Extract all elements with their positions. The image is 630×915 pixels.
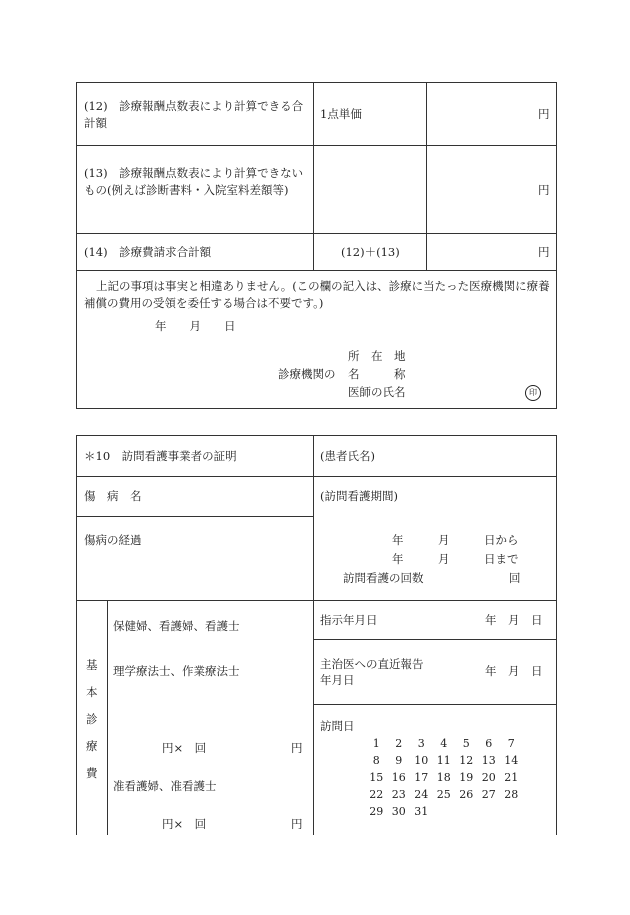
calendar-day: 20 <box>481 771 496 784</box>
calendar-day: 1 <box>372 737 380 750</box>
row13-label: (13) 診療報酬点数表により計算できないもの(例えば診断書料・入院室料差額等) <box>84 166 304 197</box>
calendar-day: 4 <box>440 737 448 750</box>
divider <box>313 82 314 270</box>
patient-name-label: (患者氏名) <box>320 449 375 463</box>
fee-yen-2: 円 <box>291 817 303 831</box>
divider <box>76 145 557 146</box>
calendar-day: 21 <box>504 771 519 784</box>
calendar-day: 11 <box>436 754 451 767</box>
seal-icon: 印 <box>525 385 541 401</box>
fee-line-1: 円× 回 <box>162 741 207 755</box>
row14-formula: (12)＋(13) <box>341 245 400 259</box>
calendar-day: 8 <box>372 754 380 767</box>
calendar-row <box>365 786 523 803</box>
calendar-day: 24 <box>414 788 429 801</box>
calendar-day: 3 <box>417 737 425 750</box>
calendar-day: 6 <box>485 737 493 750</box>
instruction-date-value: 年 月 日 <box>485 613 543 627</box>
fee-yen-1: 円 <box>291 741 303 755</box>
disease-progress-label: 傷病の経過 <box>84 533 142 547</box>
visit-nursing-title: ＊10 訪問看護事業者の証明 <box>84 449 237 463</box>
calendar-day: 17 <box>414 771 429 784</box>
divider <box>313 704 557 705</box>
address-label: 所 在 地 <box>348 349 406 363</box>
divider <box>313 435 314 835</box>
basic-fee-char: 費 <box>86 766 98 780</box>
divider <box>76 600 557 601</box>
period-to: 年 月 日まで <box>392 552 519 566</box>
row12-label: (12) 診療報酬点数表により計算できる合計額 <box>84 99 304 130</box>
therapist-types: 理学療法士、作業療法士 <box>113 664 240 678</box>
basic-fee-char: 診 <box>86 712 98 726</box>
calendar-day: 18 <box>436 771 451 784</box>
divider <box>107 600 108 835</box>
assoc-nurse-types: 准看護婦、准看護士 <box>113 779 217 793</box>
calendar-day: 16 <box>391 771 406 784</box>
row13-yen: 円 <box>538 183 550 197</box>
calendar-row <box>365 752 523 769</box>
nurse-types: 保健婦、看護婦、看護士 <box>113 619 240 633</box>
calendar-day: 19 <box>459 771 474 784</box>
calendar-day: 5 <box>462 737 470 750</box>
visit-days-calendar <box>365 735 523 820</box>
visit-days-label: 訪問日 <box>320 719 355 733</box>
divider <box>76 270 557 271</box>
calendar-day: 31 <box>414 805 429 818</box>
calendar-day: 28 <box>504 788 519 801</box>
row14-label: (14) 診療費請求合計額 <box>84 245 212 259</box>
basic-fee-char: 療 <box>86 739 98 753</box>
calendar-day <box>433 803 456 820</box>
calendar-day: 13 <box>481 754 496 767</box>
divider <box>426 82 427 270</box>
calendar-day <box>500 803 523 820</box>
calendar-day: 2 <box>395 737 403 750</box>
calendar-day: 9 <box>395 754 403 767</box>
calendar-day: 22 <box>369 788 384 801</box>
calendar-day: 14 <box>504 754 519 767</box>
divider <box>76 516 313 517</box>
disease-name-label: 傷 病 名 <box>84 489 142 503</box>
calendar-row <box>365 735 523 752</box>
statement-text: 上記の事項は事実と相違ありません。(この欄の記入は、診療に当たった医療機関に療養補償の費用の受領を委任する場合は不要です。) <box>84 279 550 310</box>
calendar-day: 25 <box>436 788 451 801</box>
basic-fee-char: 基 <box>86 658 98 672</box>
report-date-value: 年 月 日 <box>485 664 543 678</box>
calendar-row <box>365 803 523 820</box>
calendar-day <box>455 803 478 820</box>
calendar-day: 12 <box>459 754 474 767</box>
row14-yen: 円 <box>538 245 550 259</box>
report-label-1: 主治医への直近報告 <box>320 657 424 671</box>
calendar-day: 10 <box>414 754 429 767</box>
divider <box>76 476 557 477</box>
doctor-name-label: 医師の氏名 <box>348 385 406 399</box>
visit-count-label: 訪問看護の回数 <box>343 571 424 585</box>
calendar-row <box>365 769 523 786</box>
report-label-2: 年月日 <box>320 673 355 687</box>
fee-line-2: 円× 回 <box>162 817 207 831</box>
period-from: 年 月 日から <box>392 533 519 547</box>
calendar-day: 23 <box>391 788 406 801</box>
visit-count-unit: 回 <box>509 571 521 585</box>
basic-fee-char: 本 <box>86 685 98 699</box>
clinic-prefix: 診療機関の <box>278 367 336 381</box>
calendar-day: 26 <box>459 788 474 801</box>
divider <box>76 233 557 234</box>
calendar-day <box>478 803 501 820</box>
date-line: 年 月 日 <box>155 319 236 333</box>
calendar-day: 27 <box>481 788 496 801</box>
calendar-day: 7 <box>507 737 515 750</box>
visit-period-label: (訪問看護期間) <box>320 489 398 503</box>
divider <box>313 639 557 640</box>
clinic-name-label: 名 称 <box>348 367 406 381</box>
row12-unit-price: 1点単価 <box>320 107 362 121</box>
calendar-day: 29 <box>369 805 384 818</box>
row12-yen: 円 <box>538 107 550 121</box>
calendar-day: 30 <box>391 805 406 818</box>
instruction-date-label: 指示年月日 <box>320 613 378 627</box>
calendar-day: 15 <box>369 771 384 784</box>
